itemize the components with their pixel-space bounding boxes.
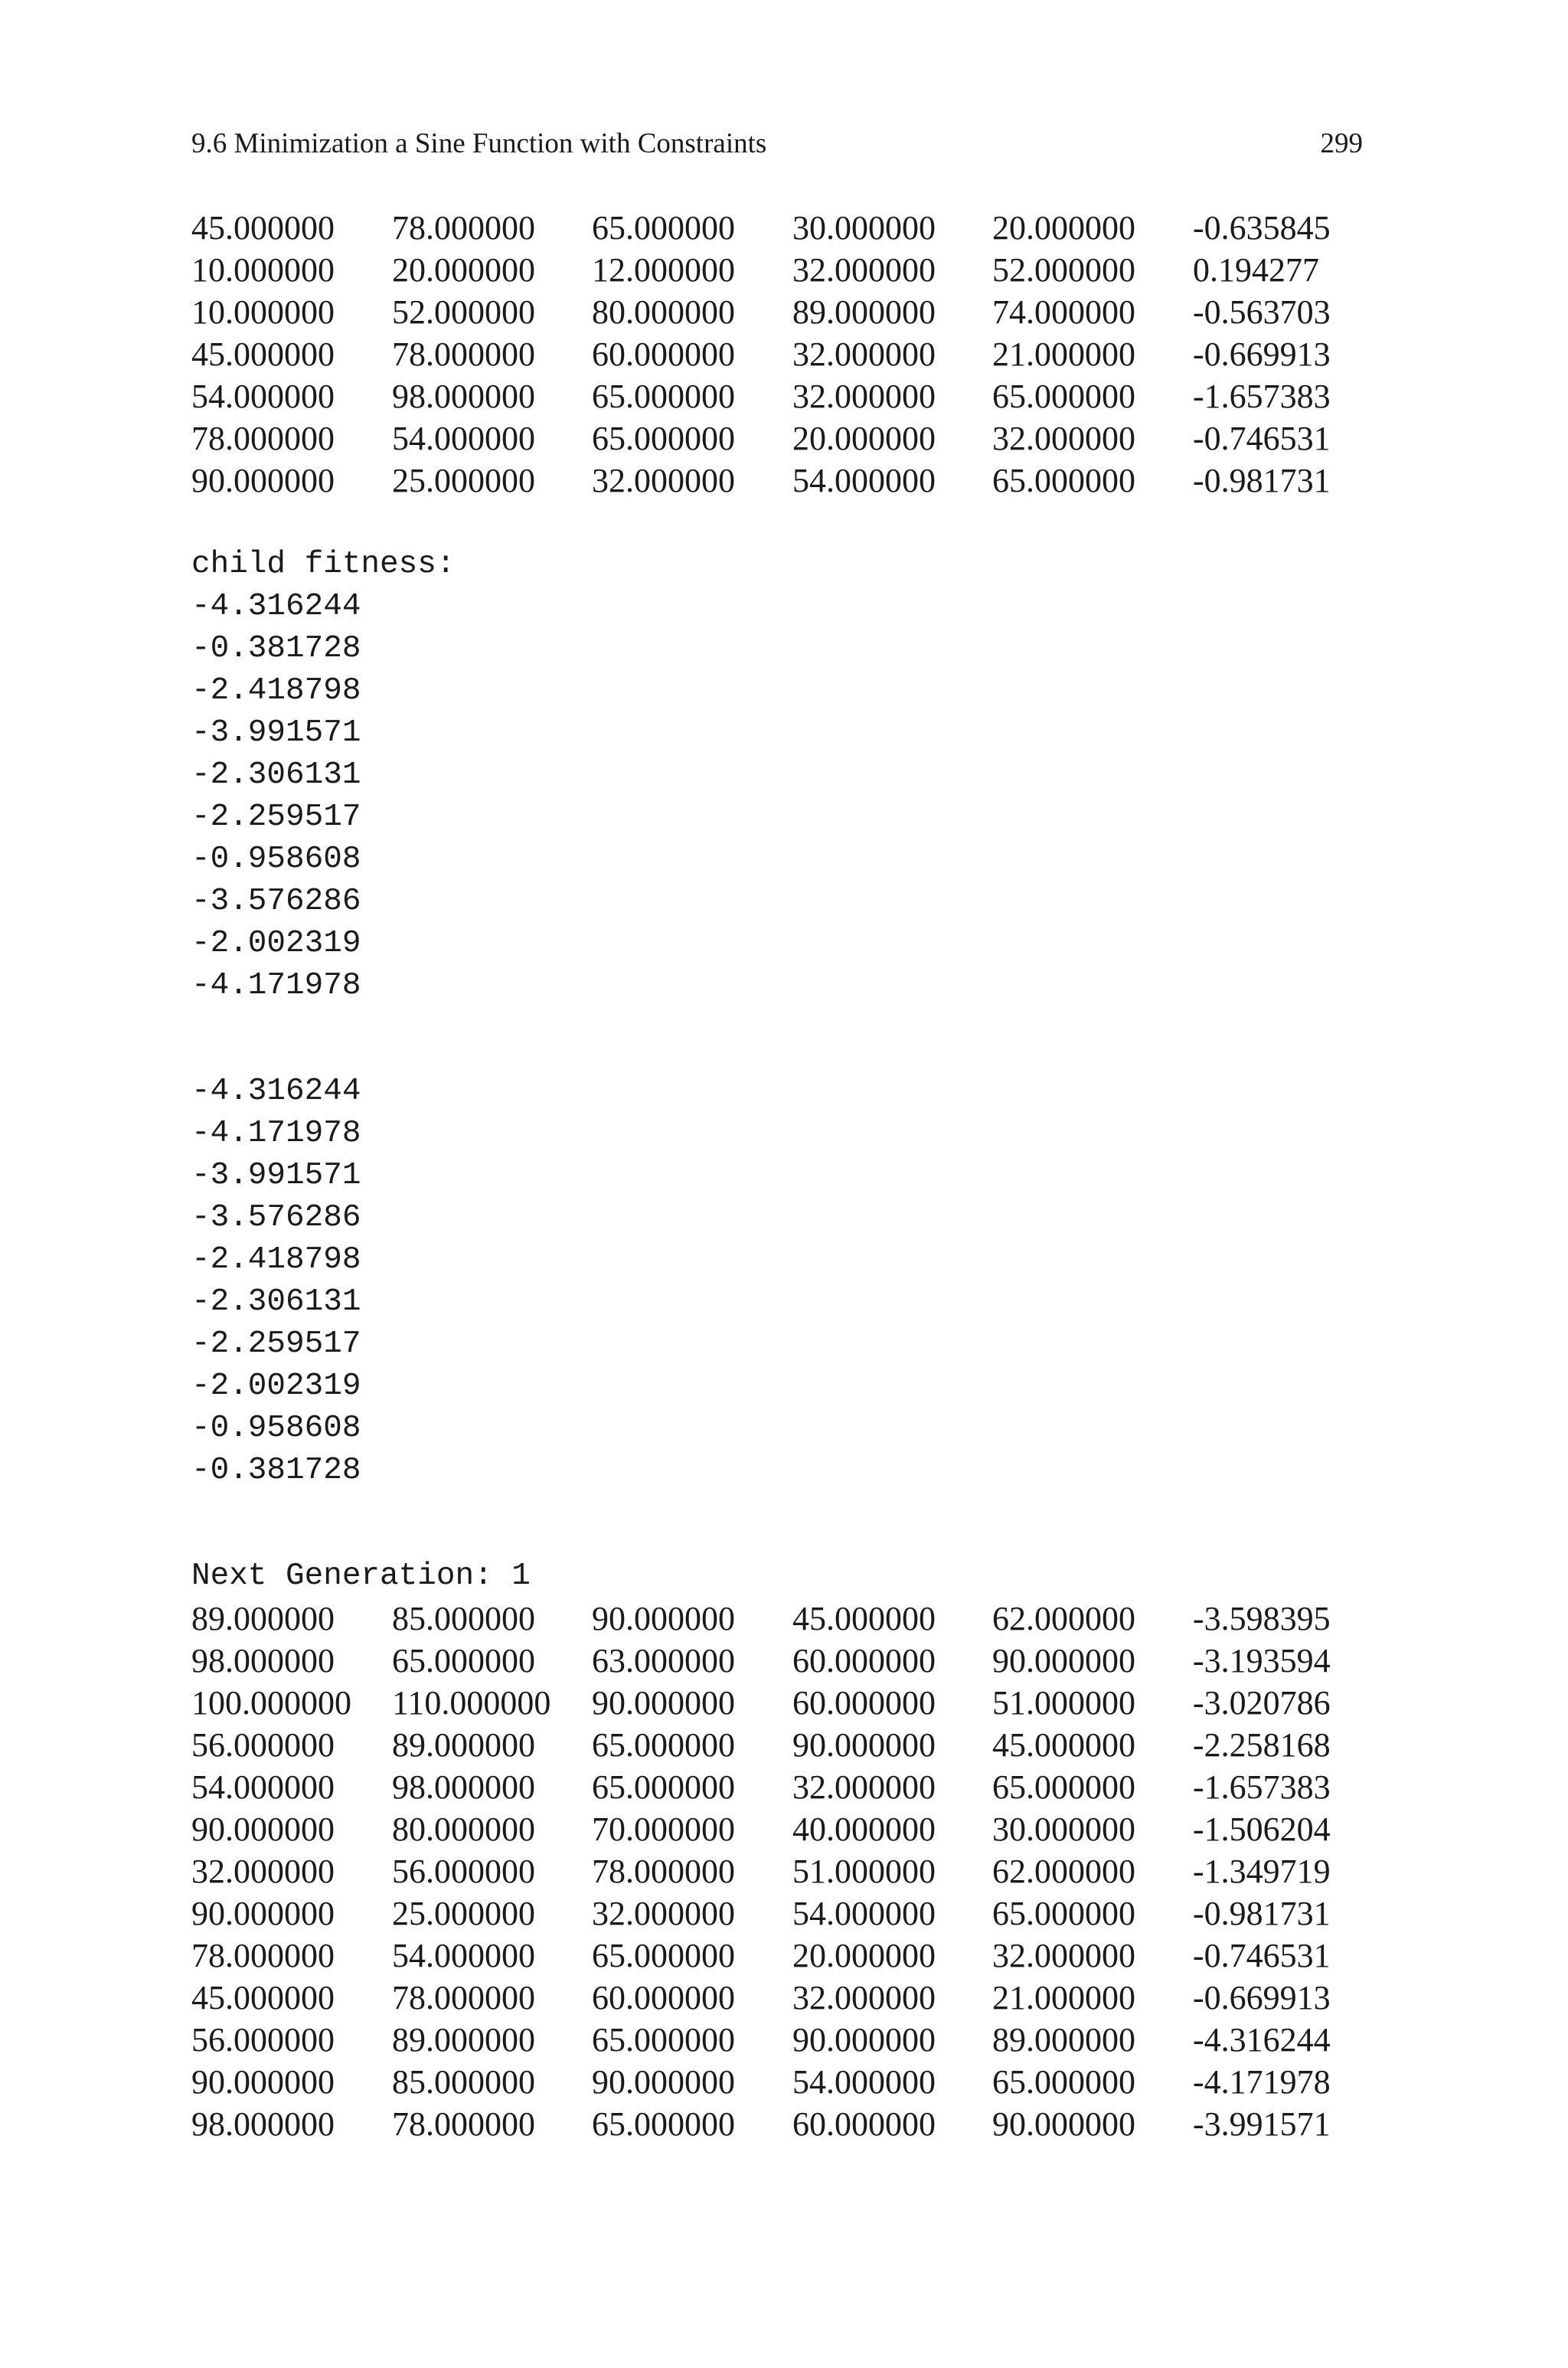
table-cell: 20.000000 <box>392 251 535 289</box>
table-cell: 45.000000 <box>191 209 335 247</box>
table-cell: 65.000000 <box>592 2021 735 2059</box>
table-cell: 62.000000 <box>992 1600 1135 1637</box>
table-cell: 52.000000 <box>992 251 1135 289</box>
table-cell: 89.000000 <box>392 2021 535 2059</box>
table-row <box>191 249 1386 291</box>
fitness-value: -2.418798 <box>191 673 361 708</box>
table-row <box>191 375 1386 417</box>
table-cell: 54.000000 <box>191 378 335 415</box>
table-cell: 90.000000 <box>592 1600 735 1637</box>
table-cell: 65.000000 <box>592 2105 735 2143</box>
sorted-fitness-value: -3.991571 <box>191 1158 361 1193</box>
table-cell: 78.000000 <box>392 209 535 247</box>
table-cell: 90.000000 <box>592 2063 735 2101</box>
table-row <box>191 1935 1386 1977</box>
table-row <box>191 291 1386 333</box>
fitness-cell: -1.657383 <box>1193 1768 1331 1806</box>
table-cell: 54.000000 <box>792 1895 936 1932</box>
table-cell: 60.000000 <box>592 1979 735 2016</box>
fitness-cell: -1.657383 <box>1193 378 1331 415</box>
table-cell: 65.000000 <box>592 1937 735 1974</box>
table-cell: 54.000000 <box>392 1937 535 1974</box>
table-cell: 10.000000 <box>191 251 335 289</box>
fitness-value: -2.002319 <box>191 926 361 961</box>
fitness-cell: -1.506204 <box>1193 1810 1331 1848</box>
table-cell: 78.000000 <box>392 2105 535 2143</box>
fitness-cell: -0.981731 <box>1193 1895 1331 1932</box>
table-cell: 90.000000 <box>191 2063 335 2101</box>
table-cell: 51.000000 <box>792 1853 936 1890</box>
table-row <box>191 1640 1386 1682</box>
table-cell: 60.000000 <box>792 2105 936 2143</box>
fitness-cell: -0.669913 <box>1193 335 1331 373</box>
table-cell: 32.000000 <box>992 1937 1135 1974</box>
table-row <box>191 460 1386 502</box>
table-row <box>191 1724 1386 1766</box>
fitness-value: -0.958608 <box>191 842 361 877</box>
table-cell: 10.000000 <box>191 293 335 331</box>
child-fitness-block <box>191 544 1386 1007</box>
fitness-value: -2.306131 <box>191 757 361 793</box>
fitness-value: -3.991571 <box>191 715 361 751</box>
table-cell: 90.000000 <box>191 462 335 499</box>
table-cell: 32.000000 <box>191 1853 335 1890</box>
fitness-cell: -1.349719 <box>1193 1853 1331 1890</box>
section-title: 9.6 Minimization a Sine Function with Constraints <box>191 128 767 159</box>
table-cell: 98.000000 <box>392 1768 535 1806</box>
table-cell: 65.000000 <box>592 1726 735 1764</box>
table-cell: 63.000000 <box>592 1642 735 1680</box>
table-cell: 32.000000 <box>992 420 1135 457</box>
fitness-cell: -3.193594 <box>1193 1642 1331 1680</box>
fitness-value: -4.316244 <box>191 589 361 624</box>
fitness-value: -3.576286 <box>191 884 361 919</box>
table-cell: 89.000000 <box>992 2021 1135 2059</box>
table-cell: 30.000000 <box>992 1810 1135 1848</box>
sorted-fitness-value: -2.259517 <box>191 1326 361 1362</box>
fitness-cell: -2.258168 <box>1193 1726 1331 1764</box>
sorted-fitness-value: -2.418798 <box>191 1242 361 1277</box>
table-row <box>191 417 1386 460</box>
sorted-fitness-value: -4.316244 <box>191 1074 361 1109</box>
table-cell: 40.000000 <box>792 1810 936 1848</box>
sorted-fitness-block <box>191 1071 1386 1492</box>
table-cell: 78.000000 <box>392 335 535 373</box>
table-row <box>191 1808 1386 1850</box>
table-cell: 56.000000 <box>191 2021 335 2059</box>
fitness-cell: -0.563703 <box>1193 293 1331 331</box>
table-cell: 65.000000 <box>992 1895 1135 1932</box>
page-number: 299 <box>1320 128 1363 159</box>
table-cell: 65.000000 <box>592 209 735 247</box>
table-cell: 65.000000 <box>592 378 735 415</box>
table-cell: 54.000000 <box>792 2063 936 2101</box>
table-cell: 20.000000 <box>792 420 936 457</box>
sorted-fitness-value: -0.381728 <box>191 1453 361 1488</box>
table-cell: 98.000000 <box>191 2105 335 2143</box>
table-cell: 98.000000 <box>191 1642 335 1680</box>
table-cell: 65.000000 <box>992 378 1135 415</box>
table-cell: 20.000000 <box>992 209 1135 247</box>
table-cell: 90.000000 <box>592 1684 735 1722</box>
table-cell: 60.000000 <box>792 1642 936 1680</box>
table-row <box>191 333 1386 375</box>
table-cell: 62.000000 <box>992 1853 1135 1890</box>
table-row <box>191 2103 1386 2145</box>
sorted-fitness-value: -4.171978 <box>191 1116 361 1151</box>
table-cell: 78.000000 <box>592 1853 735 1890</box>
table-cell: 110.000000 <box>392 1684 551 1722</box>
page-header <box>191 127 1363 164</box>
table-cell: 20.000000 <box>792 1937 936 1974</box>
table-cell: 32.000000 <box>792 378 936 415</box>
sorted-fitness-value: -2.306131 <box>191 1284 361 1320</box>
table-cell: 78.000000 <box>191 420 335 457</box>
table-cell: 32.000000 <box>592 1895 735 1932</box>
table-row <box>191 1598 1386 1640</box>
table-cell: 89.000000 <box>191 1600 335 1637</box>
table-cell: 21.000000 <box>992 335 1135 373</box>
table-cell: 32.000000 <box>592 462 735 499</box>
table-cell: 90.000000 <box>992 2105 1135 2143</box>
table-row <box>191 1766 1386 1808</box>
table-cell: 60.000000 <box>592 335 735 373</box>
table-row <box>191 207 1386 249</box>
table-cell: 45.000000 <box>792 1600 936 1637</box>
table-cell: 90.000000 <box>191 1810 335 1848</box>
table-cell: 90.000000 <box>992 1642 1135 1680</box>
table-cell: 100.000000 <box>191 1684 351 1722</box>
table-cell: 85.000000 <box>392 1600 535 1637</box>
table-cell: 65.000000 <box>592 1768 735 1806</box>
fitness-cell: 0.194277 <box>1193 251 1319 289</box>
table-cell: 85.000000 <box>392 2063 535 2101</box>
next-generation-label: Next Generation: 1 <box>191 1558 531 1594</box>
table-cell: 32.000000 <box>792 1979 936 2016</box>
table-cell: 90.000000 <box>191 1895 335 1932</box>
table-row <box>191 2019 1386 2061</box>
table-cell: 80.000000 <box>392 1810 535 1848</box>
table-cell: 89.000000 <box>792 293 936 331</box>
table-cell: 45.000000 <box>191 335 335 373</box>
fitness-cell: -0.981731 <box>1193 462 1331 499</box>
population-table <box>191 207 1386 502</box>
fitness-cell: -0.746531 <box>1193 1937 1331 1974</box>
table-cell: 45.000000 <box>992 1726 1135 1764</box>
table-row <box>191 2061 1386 2103</box>
fitness-value: -0.381728 <box>191 631 361 666</box>
table-cell: 21.000000 <box>992 1979 1135 2016</box>
table-cell: 70.000000 <box>592 1810 735 1848</box>
table-cell: 65.000000 <box>992 2063 1135 2101</box>
table-cell: 30.000000 <box>792 209 936 247</box>
fitness-cell: -0.669913 <box>1193 1979 1331 2016</box>
table-cell: 12.000000 <box>592 251 735 289</box>
page-content <box>191 207 1386 2145</box>
table-cell: 65.000000 <box>992 462 1135 499</box>
table-cell: 45.000000 <box>191 1979 335 2016</box>
sorted-fitness-value: -2.002319 <box>191 1369 361 1404</box>
table-cell: 56.000000 <box>392 1853 535 1890</box>
table-cell: 54.000000 <box>392 420 535 457</box>
table-cell: 32.000000 <box>792 1768 936 1806</box>
table-row <box>191 1682 1386 1724</box>
fitness-cell: -3.991571 <box>1193 2105 1331 2143</box>
table-cell: 74.000000 <box>992 293 1135 331</box>
table-cell: 78.000000 <box>191 1937 335 1974</box>
table-cell: 65.000000 <box>392 1642 535 1680</box>
table-cell: 89.000000 <box>392 1726 535 1764</box>
sorted-fitness-value: -3.576286 <box>191 1200 361 1235</box>
fitness-value: -2.259517 <box>191 800 361 835</box>
table-cell: 60.000000 <box>792 1684 936 1722</box>
fitness-cell: -0.746531 <box>1193 420 1331 457</box>
table-cell: 52.000000 <box>392 293 535 331</box>
table-cell: 32.000000 <box>792 335 936 373</box>
table-cell: 32.000000 <box>792 251 936 289</box>
table-row <box>191 1977 1386 2019</box>
table-cell: 80.000000 <box>592 293 735 331</box>
table-cell: 65.000000 <box>992 1768 1135 1806</box>
table-cell: 78.000000 <box>392 1979 535 2016</box>
table-row <box>191 1892 1386 1935</box>
fitness-cell: -4.316244 <box>1193 2021 1331 2059</box>
fitness-cell: -4.171978 <box>1193 2063 1331 2101</box>
table-cell: 54.000000 <box>792 462 936 499</box>
table-cell: 54.000000 <box>191 1768 335 1806</box>
table-cell: 56.000000 <box>191 1726 335 1764</box>
fitness-cell: -3.020786 <box>1193 1684 1331 1722</box>
sorted-fitness-value: -0.958608 <box>191 1411 361 1446</box>
fitness-value: -4.171978 <box>191 968 361 1003</box>
table-row <box>191 1850 1386 1892</box>
table-cell: 51.000000 <box>992 1684 1135 1722</box>
table-cell: 65.000000 <box>592 420 735 457</box>
fitness-cell: -3.598395 <box>1193 1600 1331 1637</box>
fitness-cell: -0.635845 <box>1193 209 1331 247</box>
table-cell: 90.000000 <box>792 2021 936 2059</box>
table-cell: 25.000000 <box>392 1895 535 1932</box>
table-cell: 90.000000 <box>792 1726 936 1764</box>
table-cell: 98.000000 <box>392 378 535 415</box>
child-fitness-label: child fitness: <box>191 547 456 582</box>
table-cell: 25.000000 <box>392 462 535 499</box>
next-generation-block <box>191 1555 1386 2145</box>
